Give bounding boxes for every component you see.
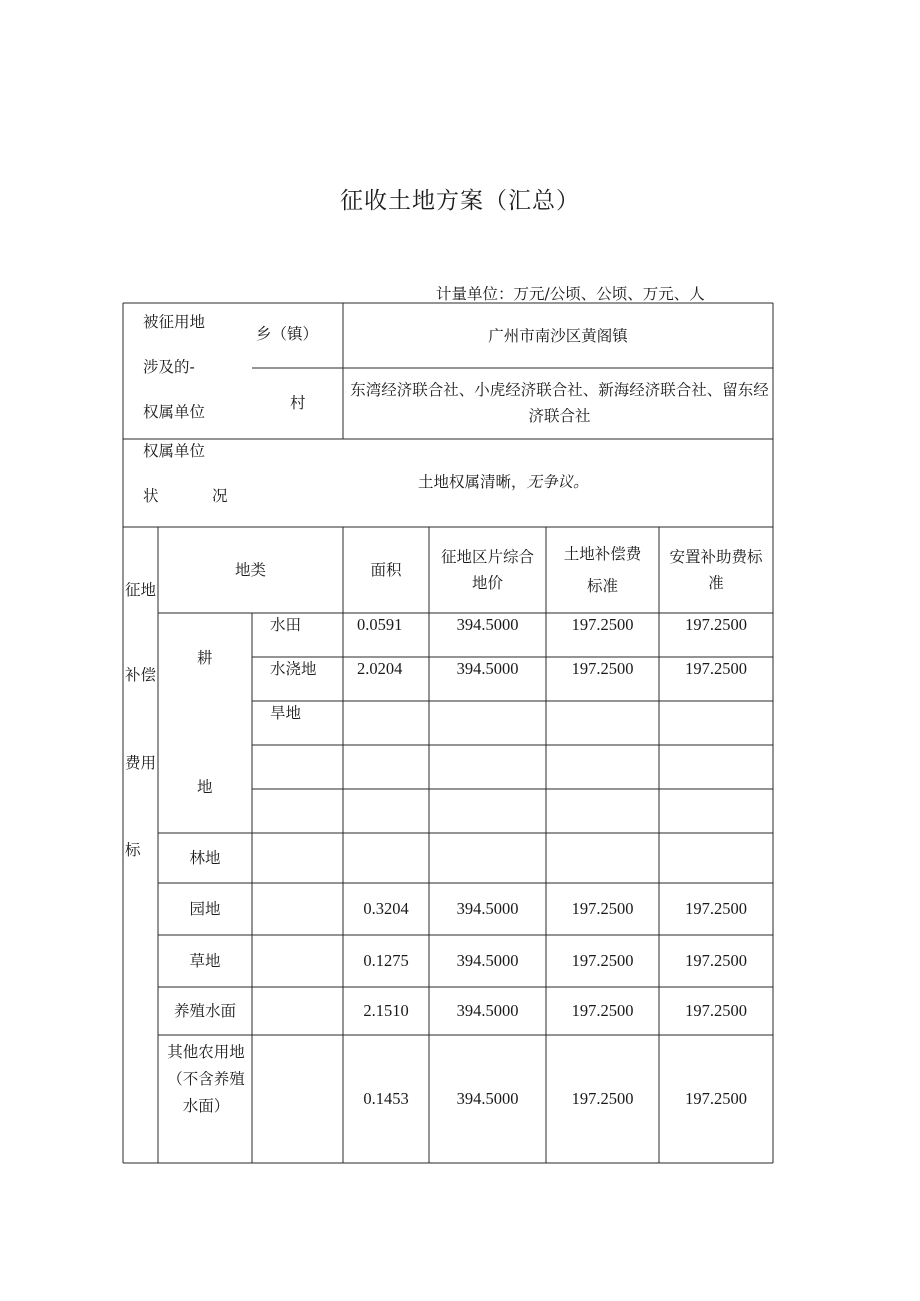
header-area: 面积 [370, 561, 402, 579]
side-label-2: 补偿 [125, 666, 157, 684]
status-label-line2-b: 况 [212, 487, 228, 505]
row-other-resettle: 197.2500 [685, 1089, 747, 1108]
status-value [418, 475, 589, 491]
row1-resettle: 197.2500 [685, 615, 747, 634]
row-garden-type: 园地 [189, 900, 221, 918]
row-other-type: 其他农用地（不含养殖水面） [167, 1043, 245, 1115]
header-zone-price: 征地区片综合地价 [440, 548, 534, 592]
row2-zone-price: 394.5000 [456, 659, 519, 678]
row-garden-zone-price: 394.5000 [456, 899, 519, 918]
row-grass-zone-price: 394.5000 [456, 951, 519, 970]
row-other-land-comp: 197.2500 [571, 1089, 634, 1108]
side-label-1: 征地 [125, 581, 157, 599]
row-aqua-resettle: 197.2500 [685, 1001, 747, 1020]
row-aqua-area: 2.1510 [363, 1001, 409, 1020]
row1-sub: 水田 [270, 616, 302, 634]
township-value: 广州市南沙区黄阁镇 [488, 326, 628, 345]
ownership-header-line2: 涉及的- [143, 358, 195, 376]
row-garden-area: 0.3204 [363, 899, 409, 918]
row-grass-area: 0.1275 [363, 951, 409, 970]
row-garden-land-comp: 197.2500 [571, 899, 634, 918]
row2-sub: 水浇地 [270, 660, 317, 678]
township-label: 乡（镇） [256, 325, 319, 343]
cultivated-label-bottom: 地 [197, 778, 213, 796]
row1-area: 0.0591 [357, 615, 403, 634]
row-other-zone-price: 394.5000 [456, 1089, 519, 1108]
row2-resettle: 197.2500 [685, 659, 747, 678]
row1-land-comp: 197.2500 [571, 615, 634, 634]
status-value-suffix: 无争议。 [526, 473, 589, 491]
row-grass-land-comp: 197.2500 [571, 951, 634, 970]
side-label-3: 费用 [125, 754, 157, 772]
page-title: 征收土地方案（汇总） [340, 188, 580, 214]
status-value-prefix: 土地权属清晰， [418, 473, 527, 491]
ownership-header-line1: 被征用地 [143, 313, 206, 331]
village-value: 东湾经济联合社、小虎经济联合社、新海经济联合社、留东经济联合社 [350, 381, 769, 425]
village-label: 村 [290, 394, 306, 412]
ownership-header-line3: 权属单位 [143, 403, 206, 421]
row-aqua-type: 养殖水面 [173, 1002, 236, 1020]
row-other-area: 0.1453 [363, 1089, 409, 1108]
row-aqua-zone-price: 394.5000 [456, 1001, 519, 1020]
row-grass-resettle: 197.2500 [685, 951, 747, 970]
row-forest-type: 林地 [189, 849, 221, 867]
unit-note: 计量单位：万元/公顷、公顷、万元、人 [436, 285, 705, 303]
row3-sub: 旱地 [270, 704, 302, 722]
header-resettle: 安置补助费标准 [669, 548, 763, 592]
row2-land-comp: 197.2500 [571, 659, 634, 678]
side-label-4: 标 [125, 841, 141, 859]
header-land-type: 地类 [234, 561, 266, 579]
row-grass-type: 草地 [189, 952, 221, 970]
row-aqua-land-comp: 197.2500 [571, 1001, 634, 1020]
status-label-line2-a: 状 [143, 487, 159, 505]
row-garden-resettle: 197.2500 [685, 899, 747, 918]
header-land-comp: 土地补偿费标准 [563, 545, 642, 595]
row2-area: 2.0204 [357, 659, 403, 678]
row1-zone-price: 394.5000 [456, 615, 519, 634]
status-label-line1: 权属单位 [143, 442, 206, 460]
cultivated-label-top: 耕 [197, 649, 213, 667]
